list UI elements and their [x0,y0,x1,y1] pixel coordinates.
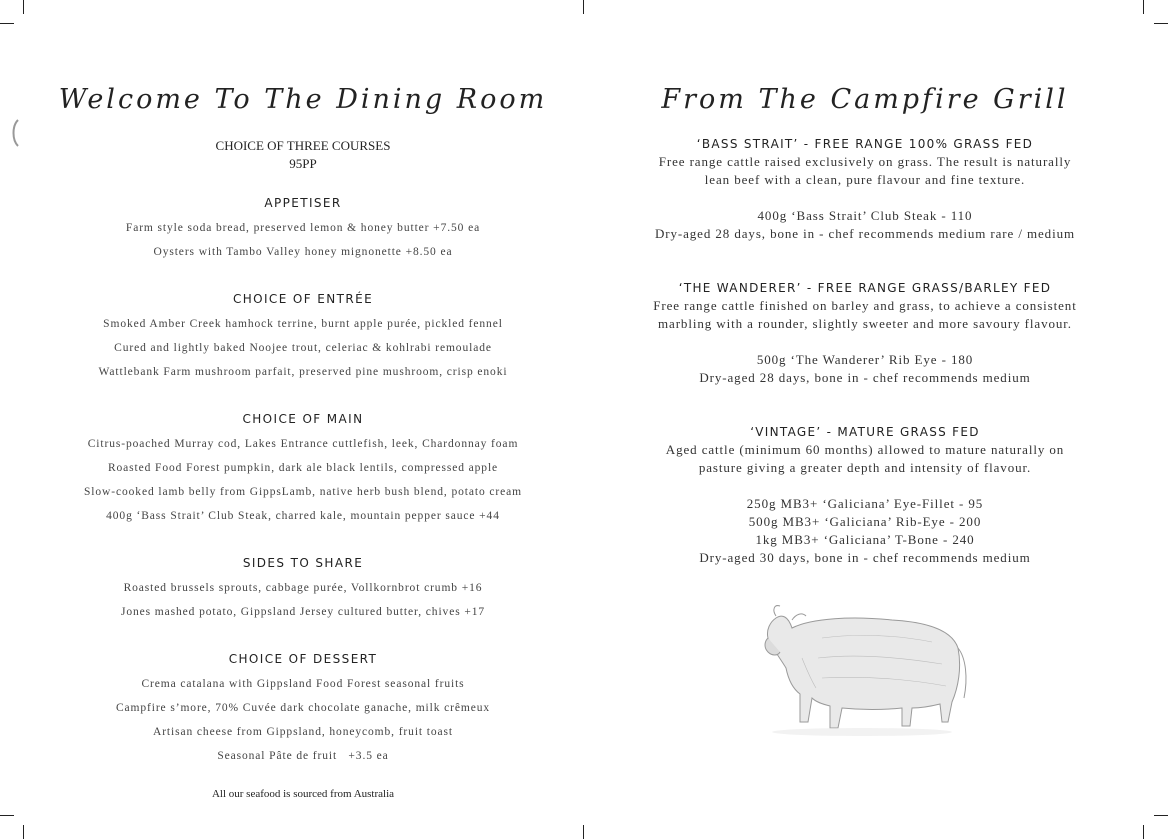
menu-item: Citrus-poached Murray cod, Lakes Entrance cuttlefish, leek, Chardonnay foam [87,438,519,450]
menu-item: Jones mashed potato, Gippsland Jersey cultured butter, chives +17 [120,606,486,618]
crop-mark [1143,825,1144,839]
menu-item: Roasted brussels sprouts, cabbage purée, Vollkornbrot crumb +16 [123,582,483,594]
price-line: 95PP [289,156,317,171]
menu-item: Artisan cheese from Gippsland, honeycomb, fruit toast [153,726,453,738]
bull-illustration [762,598,972,738]
crop-mark [1154,815,1168,816]
page-edge-ornament [10,118,20,148]
description-line: pasture giving a greater depth and intensity of flavour. [698,460,1032,475]
crop-mark [0,815,14,816]
section-heading-entree: CHOICE OF ENTRÉE [232,292,374,306]
section-heading-wanderer: ‘THE WANDERER’ - FREE RANGE GRASS/BARLEY FED [678,281,1052,295]
cut-item: 500g MB3+ ‘Galiciana’ Rib-Eye - 200 [748,514,982,529]
crop-mark [1143,0,1144,14]
cut-item: 500g ‘The Wanderer’ Rib Eye - 180 [756,352,974,367]
menu-item: Smoked Amber Creek hamhock terrine, burnt apple purée, pickled fennel [103,318,503,330]
menu-item: Crema catalana with Gippsland Food Forest seasonal fruits [141,678,465,690]
section-heading-sides: SIDES TO SHARE [242,556,364,570]
section-description [600,297,1130,333]
section-heading-vintage: ‘VINTAGE’ - MATURE GRASS FED [750,425,980,439]
cut-item: 400g ‘Bass Strait’ Club Steak - 110 [757,208,973,223]
cut-item: 1kg MB3+ ‘Galiciana’ T-Bone - 240 [755,532,975,547]
cut-item: 250g MB3+ ‘Galiciana’ Eye-Fillet - 95 [746,496,984,511]
description-line: lean beef with a clean, pure flavour and fine texture. [704,172,1026,187]
section-heading-dessert: CHOICE OF DESSERT [228,652,378,666]
description-line: Free range cattle finished on barley and grass, to achieve a consistent [653,298,1077,313]
cut-item: Dry-aged 30 days, bone in - chef recommends medium [699,550,1031,565]
description-line: marbling with a rounder, slightly sweeter and more savoury flavour. [658,316,1072,331]
section-description [600,441,1130,477]
description-line: Aged cattle (minimum 60 months) allowed to mature naturally on [665,442,1065,457]
section-description [600,153,1130,189]
courses-info [38,137,568,173]
cut-item: Dry-aged 28 days, bone in - chef recommends medium rare / medium [654,226,1076,241]
crop-mark [23,825,24,839]
menu-item: Campfire s’more, 70% Cuvée dark chocolate ganache, milk crêmeux [115,702,491,714]
section-heading-main: CHOICE OF MAIN [242,412,364,426]
crop-mark [0,23,14,24]
crop-mark [583,0,584,14]
seafood-note: All our seafood is sourced from Australia [211,788,395,800]
menu-item: Seasonal Pâte de fruit +3.5 ea [217,750,389,762]
crop-mark [23,0,24,14]
section-heading-appetiser: APPETISER [264,196,342,210]
page-title: From The Campfire Grill [661,84,1069,115]
menu-item: Roasted Food Forest pumpkin, dark ale black lentils, compressed apple [107,462,499,474]
cuts-list [600,495,1130,567]
menu-item: Wattlebank Farm mushroom parfait, preserved pine mushroom, crisp enoki [98,366,508,378]
menu-item: 400g ‘Bass Strait’ Club Steak, charred kale, mountain pepper sauce +44 [106,510,500,522]
menu-item: Oysters with Tambo Valley honey mignonette +8.50 ea [153,246,453,258]
cuts-list [600,351,1130,387]
menu-item: Cured and lightly baked Noojee trout, celeriac & kohlrabi remoulade [114,342,492,354]
courses-line: CHOICE OF THREE COURSES [215,138,391,153]
menu-item: Slow-cooked lamb belly from GippsLamb, native herb bush blend, potato cream [84,486,522,498]
section-heading-bass-strait: ‘BASS STRAIT’ - FREE RANGE 100% GRASS FED [696,137,1034,151]
menu-item: Farm style soda bread, preserved lemon & honey butter +7.50 ea [125,222,481,234]
crop-mark [1154,23,1168,24]
page-title: Welcome To The Dining Room [58,84,548,115]
cut-item: Dry-aged 28 days, bone in - chef recommends medium [699,370,1031,385]
crop-mark [583,825,584,839]
cuts-list [600,207,1130,243]
description-line: Free range cattle raised exclusively on grass. The result is naturally [658,154,1072,169]
